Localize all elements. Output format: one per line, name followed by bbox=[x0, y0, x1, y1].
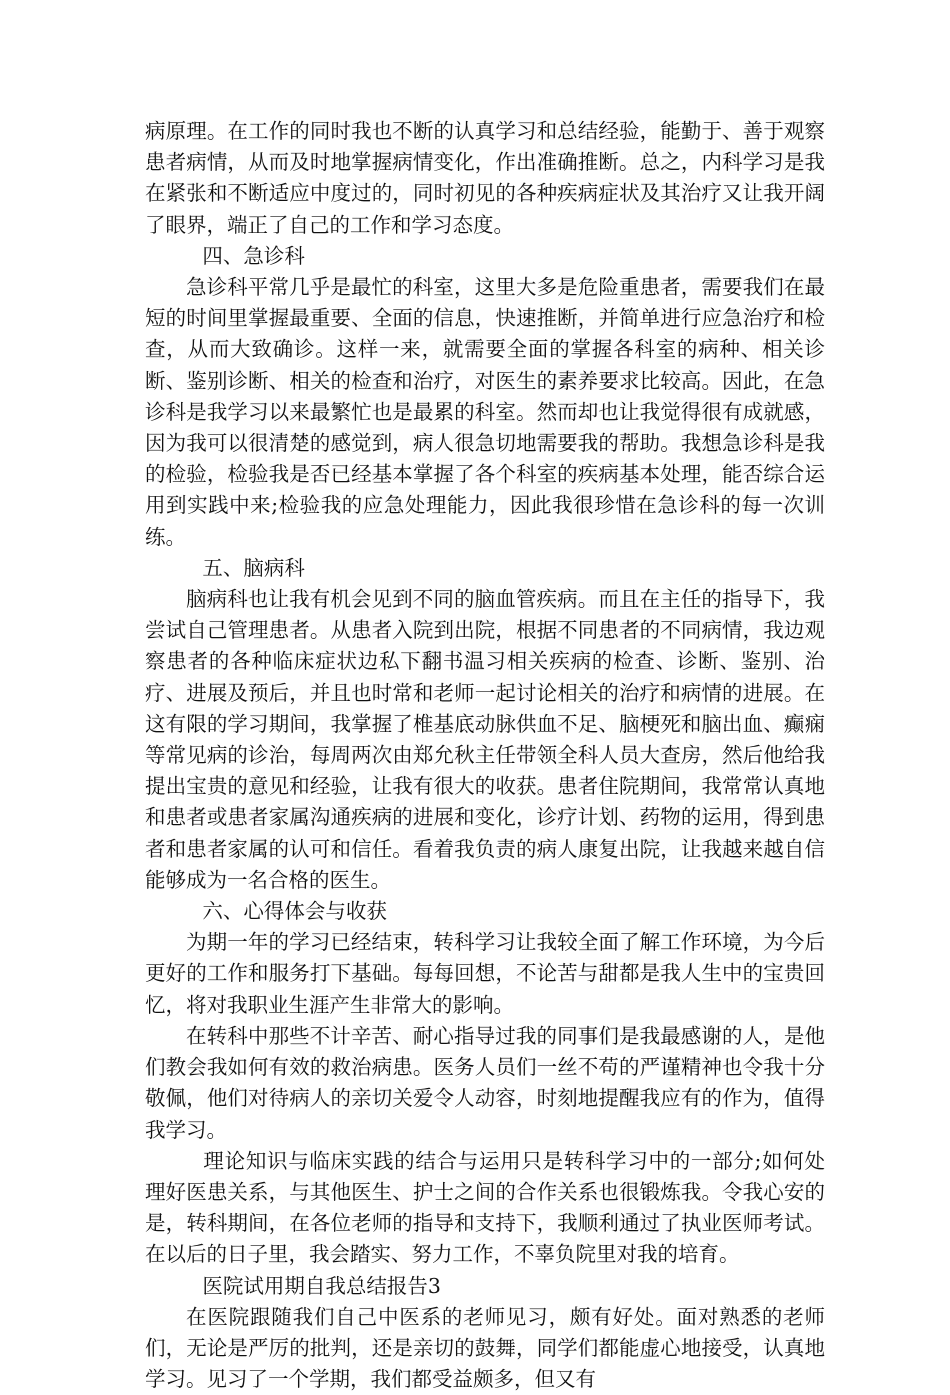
paragraph-reflections-3: 理论知识与临床实践的结合与运用只是转科学习中的一部分;如何处理好医患关系，与其他医生、护士之间的合作关系也很锻炼我。令我心安的是，转科期间，在各位老师的指导和支持下，我顺利通过了执业医师考试。在以后的日子里，我会踏实、努力工作，不辜负院里对我的培育。 bbox=[145, 1148, 825, 1267]
section-heading-neurology: 五、脑病科 bbox=[202, 555, 305, 580]
section-heading-reflections: 六、心得体会与收获 bbox=[202, 899, 387, 924]
paragraph-emergency: 急诊科平常几乎是最忙的科室，这里大多是危险重患者，需要我们在最短的时间里掌握最重要、全面的信息，快速推断，并简单进行应急治疗和检查，从而大致确诊。这样一来，就需要全面的掌握各科室的病种、相关诊断、鉴别诊断、相关的检查和治疗，对医生的素养要求比较高。因此，在急诊科是我学习以来最繁忙也是最累的科室。然而却也让我觉得很有成就感，因为我可以很清楚的感觉到，病人很急切地需要我的帮助。我想急诊科是我的检验，检验我是否已经基本掌握了各个科室的疾病基本处理，能否综合运用到实践中来;检验我的应急处理能力，因此我很珍惜在急诊科的每一次训练。 bbox=[145, 275, 825, 549]
paragraph-neurology: 脑病科也让我有机会见到不同的脑血管疾病。而且在主任的指导下，我尝试自己管理患者。从患者入院到出院，根据不同患者的不同病情，我边观察患者的各种临床症状边私下翻书温习相关疾病的检查、诊断、鉴别、治疗、进展及预后，并且也时常和老师一起讨论相关的治疗和病情的进展。在这有限的学习期间，我掌握了椎基底动脉供血不足、脑梗死和脑出血、癫痫等常见病的诊治，每周两次由郑允秋主任带领全科人员大查房，然后他给我提出宝贵的意见和经验，让我有很大的收获。患者住院期间，我常常认真地和患者或患者家属沟通疾病的进展和变化，诊疗计划、药物的运用，得到患者和患者家属的认可和信任。看着我负责的病人康复出院，让我越来越自信能够成为一名合格的医生。 bbox=[145, 587, 825, 892]
report-title-3: 医院试用期自我总结报告3 bbox=[202, 1273, 441, 1298]
paragraph-reflections-1: 为期一年的学习已经结束，转科学习让我较全面了解工作环境，为今后更好的工作和服务打下基础。每每回想，不论苦与甜都是我人生中的宝贵回忆，将对我职业生涯产生非常大的影响。 bbox=[145, 930, 825, 1017]
paragraph-reflections-2: 在转科中那些不计辛苦、耐心指导过我的同事们是我最感谢的人，是他们教会我如何有效的救治病患。医务人员们一丝不苟的严谨精神也令我十分敬佩，他们对待病人的亲切关爱令人动容，时刻地提醒我应有的作为，值得我学习。 bbox=[145, 1023, 825, 1142]
document-page bbox=[145, 116, 825, 1395]
section-heading-emergency: 四、急诊科 bbox=[202, 243, 305, 268]
paragraph-report-3-intro: 在医院跟随我们自己中医系的老师见习，颇有好处。面对熟悉的老师们，无论是严厉的批判，还是亲切的鼓舞，同学们都能虚心地接受，认真地学习。见习了一个学期，我们都受益颇多，但又有 bbox=[145, 1304, 825, 1392]
paragraph-internal-medicine-end: 病原理。在工作的同时我也不断的认真学习和总结经验，能勤于、善于观察患者病情，从而及时地掌握病情变化，作出准确推断。总之，内科学习是我在紧张和不断适应中度过的，同时初见的各种疾病症状及其治疗又让我开阔了眼界，端正了自己的工作和学习态度。 bbox=[145, 119, 825, 237]
